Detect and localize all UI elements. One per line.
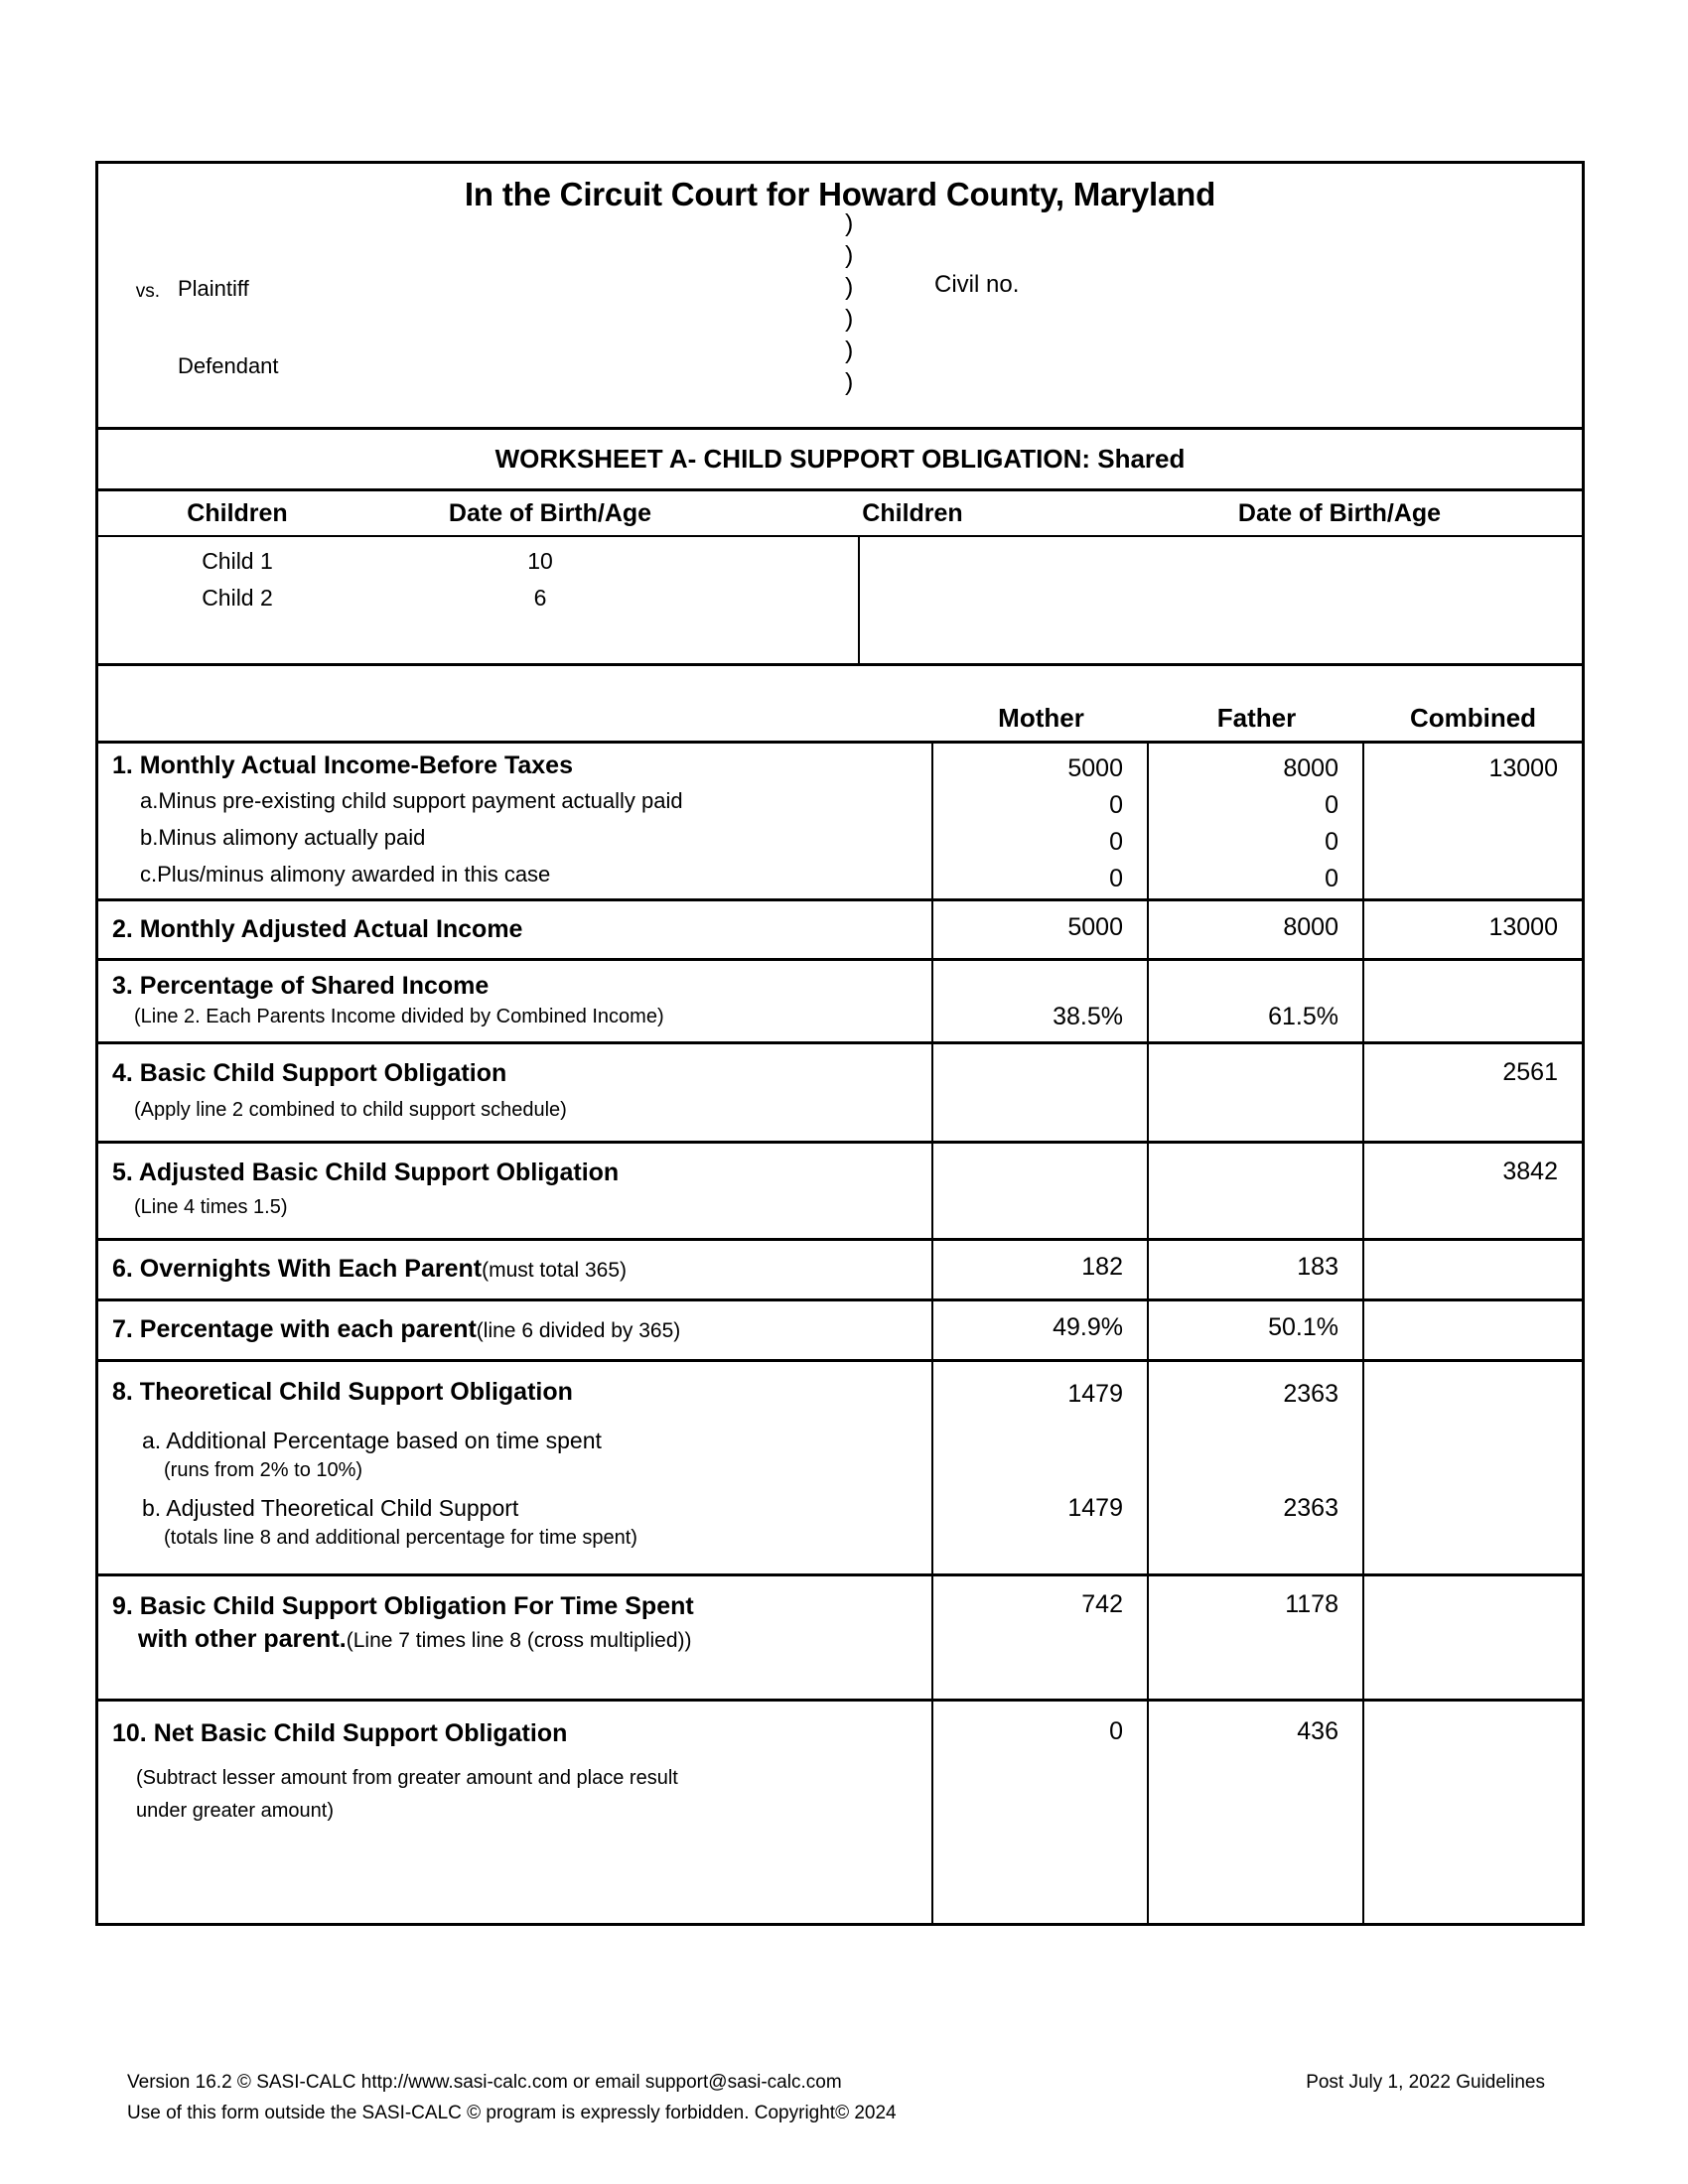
line-3-combined-cell bbox=[1364, 961, 1582, 1041]
line-5-note: (Line 4 times 1.5) bbox=[134, 1196, 288, 1218]
footer-row-1 bbox=[127, 2067, 1567, 2098]
civil-number-label: Civil no. bbox=[934, 271, 1020, 298]
line-5-father-cell bbox=[1149, 1144, 1364, 1238]
line-2-label: 2. Monthly Adjusted Actual Income bbox=[112, 915, 523, 943]
line-1b-label: b.Minus alimony actually paid bbox=[140, 825, 426, 850]
line-8-combined-cell bbox=[1364, 1362, 1582, 1573]
line-8-mother-value: 1479 bbox=[1067, 1380, 1123, 1408]
line-9-label-cell bbox=[98, 1576, 933, 1699]
line-4-label-cell bbox=[98, 1044, 933, 1141]
child-row bbox=[98, 543, 858, 580]
line-1b-mother-value: 0 bbox=[1109, 828, 1123, 856]
line-3-note: (Line 2. Each Parents Income divided by Combined Income) bbox=[134, 1006, 664, 1027]
line-2-father-cell: 8000 bbox=[1149, 901, 1364, 958]
line-3-label-cell bbox=[98, 961, 933, 1041]
worksheet-table bbox=[95, 161, 1585, 1926]
line-9-label-line-1: 9. Basic Child Support Obligation For Time Spent bbox=[112, 1592, 694, 1620]
paren-mark: ) bbox=[845, 305, 854, 333]
line-8b-mother-value: 1479 bbox=[1067, 1494, 1123, 1522]
paren-mark: ) bbox=[845, 368, 854, 396]
child-name: Child 2 bbox=[202, 585, 273, 611]
table-row bbox=[98, 1301, 1582, 1362]
line-8-label-cell bbox=[98, 1362, 933, 1573]
line-9-mother-cell: 742 bbox=[933, 1576, 1149, 1699]
column-header-father: Father bbox=[1216, 703, 1297, 733]
line-1a-mother-value: 0 bbox=[1109, 791, 1123, 819]
line-2-label-cell bbox=[98, 901, 933, 958]
line-8-father-value: 2363 bbox=[1283, 1380, 1338, 1408]
case-caption bbox=[98, 164, 1582, 430]
column-header-mother: Mother bbox=[998, 703, 1084, 733]
court-title: In the Circuit Court for Howard County, Maryland bbox=[464, 176, 1216, 212]
line-10-label: 10. Net Basic Child Support Obligation bbox=[112, 1719, 568, 1747]
line-1-father-value: 8000 bbox=[1283, 754, 1338, 782]
children-left-column bbox=[98, 537, 860, 663]
table-row bbox=[98, 1144, 1582, 1241]
paren-mark: ) bbox=[845, 209, 854, 237]
line-8-label: 8. Theoretical Child Support Obligation bbox=[112, 1378, 573, 1406]
line-2-mother-cell: 5000 bbox=[933, 901, 1149, 958]
line-8b-label: b. Adjusted Theoretical Child Support bbox=[142, 1495, 519, 1521]
line-10-father-cell: 436 bbox=[1149, 1702, 1364, 1923]
line-3-mother-cell: 38.5% bbox=[933, 961, 1149, 1041]
line-1-mother-value: 5000 bbox=[1067, 754, 1123, 782]
line-7-note: (line 6 divided by 365) bbox=[476, 1319, 681, 1342]
line-10-mother-cell: 0 bbox=[933, 1702, 1149, 1923]
line-7-combined-cell bbox=[1364, 1301, 1582, 1359]
line-7-mother-cell: 49.9% bbox=[933, 1301, 1149, 1359]
line-1-mother-cell bbox=[933, 744, 1149, 898]
child-dob-age: 10 bbox=[527, 548, 553, 574]
line-4-combined-cell: 2561 bbox=[1502, 1058, 1558, 1086]
line-7-label-text: 7. Percentage with each parent bbox=[112, 1315, 477, 1343]
line-6-label bbox=[112, 1253, 921, 1287]
child-dob-age: 6 bbox=[533, 585, 547, 611]
line-5-mother-cell bbox=[933, 1144, 1149, 1238]
line-4-father-cell bbox=[1149, 1044, 1364, 1141]
line-10-combined-cell bbox=[1364, 1702, 1582, 1923]
line-8-mother-cell bbox=[933, 1362, 1149, 1573]
line-4-mother-cell bbox=[933, 1044, 1149, 1141]
children-right-column bbox=[860, 537, 1582, 663]
table-row bbox=[98, 1241, 1582, 1301]
line-1-label-cell bbox=[98, 744, 933, 898]
table-row bbox=[98, 1576, 1582, 1702]
line-6-note: (must total 365) bbox=[482, 1259, 627, 1282]
line-8-father-cell bbox=[1149, 1362, 1364, 1573]
line-1c-father-value: 0 bbox=[1325, 865, 1338, 892]
line-8b-father-value: 2363 bbox=[1283, 1494, 1338, 1522]
dob-header-1: Date of Birth/Age bbox=[448, 498, 652, 527]
line-5-label: 5. Adjusted Basic Child Support Obligation bbox=[112, 1159, 620, 1186]
table-row bbox=[98, 1044, 1582, 1144]
line-3-label: 3. Percentage of Shared Income bbox=[112, 972, 490, 1000]
page-footer bbox=[127, 2067, 1567, 2128]
line-9-label-line-2 bbox=[112, 1623, 921, 1657]
table-row bbox=[98, 961, 1582, 1044]
footer-copyright-text: Use of this form outside the SASI-CALC © program is expressly forbidden. Copyright© 2024 bbox=[127, 2103, 897, 2123]
footer-version-text: Version 16.2 © SASI-CALC http://www.sasi-calc.com or email support@sasi-calc.com bbox=[127, 2072, 842, 2093]
line-1a-label: a.Minus pre-existing child support payment actually paid bbox=[140, 788, 683, 813]
line-7-label-cell bbox=[98, 1301, 933, 1359]
line-1-combined-cell bbox=[1364, 744, 1582, 898]
children-table-header bbox=[98, 491, 1582, 537]
table-row bbox=[98, 901, 1582, 961]
child-row bbox=[98, 580, 858, 616]
line-9-combined-cell bbox=[1364, 1576, 1582, 1699]
line-6-mother-cell: 182 bbox=[933, 1241, 1149, 1298]
table-row bbox=[98, 1362, 1582, 1576]
child-name: Child 1 bbox=[202, 548, 273, 574]
line-4-label: 4. Basic Child Support Obligation bbox=[112, 1059, 507, 1087]
footer-guidelines-text: Post July 1, 2022 Guidelines bbox=[1306, 2072, 1545, 2093]
line-1c-mother-value: 0 bbox=[1109, 865, 1123, 892]
line-6-label-cell bbox=[98, 1241, 933, 1298]
footer-row-2 bbox=[127, 2098, 1567, 2128]
line-1a-father-value: 0 bbox=[1325, 791, 1338, 819]
line-4-note: (Apply line 2 combined to child support schedule) bbox=[134, 1099, 567, 1121]
line-7-label bbox=[112, 1313, 921, 1347]
column-header-combined: Combined bbox=[1409, 703, 1537, 733]
children-table-body bbox=[98, 537, 1582, 666]
caption-paren-column bbox=[845, 207, 885, 398]
line-1b-father-value: 0 bbox=[1325, 828, 1338, 856]
vs-label: vs. bbox=[135, 281, 160, 302]
line-9-note: (Line 7 times line 8 (cross multiplied)) bbox=[346, 1629, 692, 1652]
line-1c-label: c.Plus/minus alimony awarded in this case bbox=[140, 862, 551, 887]
paren-mark: ) bbox=[845, 273, 854, 301]
parent-column-header-row bbox=[98, 666, 1582, 744]
dob-header-2: Date of Birth/Age bbox=[1237, 498, 1442, 527]
line-7-father-cell: 50.1% bbox=[1149, 1301, 1364, 1359]
line-10-note: (Subtract lesser amount from greater amount and place result under greater amount) bbox=[136, 1767, 678, 1822]
line-6-combined-cell bbox=[1364, 1241, 1582, 1298]
paren-mark: ) bbox=[845, 337, 854, 364]
line-3-father-cell: 61.5% bbox=[1149, 961, 1364, 1041]
line-5-combined-cell: 3842 bbox=[1502, 1158, 1558, 1185]
line-9-father-cell: 1178 bbox=[1149, 1576, 1364, 1699]
line-1-label: 1. Monthly Actual Income-Before Taxes bbox=[112, 751, 573, 779]
line-8b-note: (totals line 8 and additional percentage for time spent) bbox=[164, 1527, 637, 1549]
children-header-1: Children bbox=[187, 498, 288, 527]
plaintiff-label: Plaintiff bbox=[178, 276, 249, 301]
line-6-father-cell: 183 bbox=[1149, 1241, 1364, 1298]
line-9-label-line-2-text: with other parent. bbox=[138, 1625, 347, 1653]
table-row bbox=[98, 744, 1582, 901]
line-5-label-cell bbox=[98, 1144, 933, 1238]
line-8a-note: (runs from 2% to 10%) bbox=[164, 1459, 363, 1481]
table-row bbox=[98, 1702, 1582, 1923]
line-10-label-cell bbox=[98, 1702, 933, 1923]
paren-mark: ) bbox=[845, 241, 854, 269]
line-8a-label: a. Additional Percentage based on time spent bbox=[142, 1428, 602, 1453]
defendant-label: Defendant bbox=[178, 353, 279, 378]
children-header-2: Children bbox=[862, 498, 963, 527]
line-1-combined-value: 13000 bbox=[1488, 754, 1558, 782]
line-1-father-cell bbox=[1149, 744, 1364, 898]
worksheet-title: WORKSHEET A- CHILD SUPPORT OBLIGATION: Shared bbox=[98, 430, 1582, 491]
line-2-combined-cell: 13000 bbox=[1488, 913, 1558, 941]
line-6-label-text: 6. Overnights With Each Parent bbox=[112, 1255, 483, 1283]
